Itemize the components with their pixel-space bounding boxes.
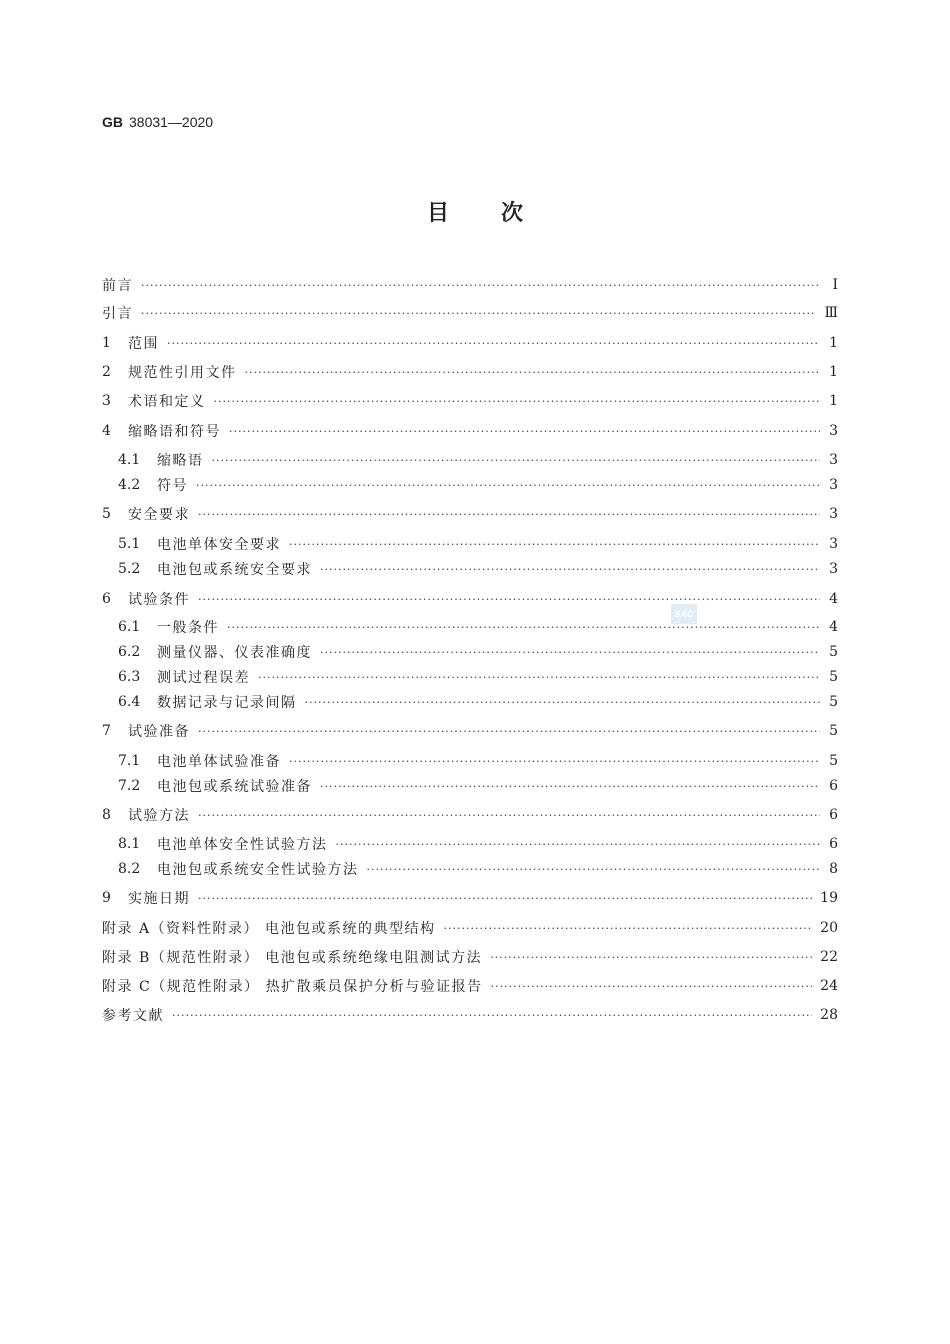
dot-leader xyxy=(336,838,821,851)
dot-leader xyxy=(167,337,820,350)
toc-entry-title: 前言 xyxy=(102,278,133,294)
toc-entry[interactable] xyxy=(102,589,838,609)
toc-entry-page: 1 xyxy=(829,364,838,380)
toc-entry-page: 6 xyxy=(829,778,838,794)
dot-leader xyxy=(289,538,820,551)
toc-entry-title: 测量仪器、仪表准确度 xyxy=(157,645,312,661)
toc-entry[interactable] xyxy=(102,805,838,825)
toc-entry[interactable] xyxy=(102,333,838,353)
toc-entry-number: 6.2 xyxy=(118,644,141,660)
toc-entry-page: 1 xyxy=(829,335,838,351)
toc-entry-page: 3 xyxy=(829,477,838,493)
toc-entry[interactable] xyxy=(102,888,838,908)
dot-leader xyxy=(141,279,820,292)
dot-leader xyxy=(141,307,816,320)
toc-entry-title: 试验条件 xyxy=(128,592,190,608)
standard-prefix: GB xyxy=(102,114,123,130)
toc-entry-title: 电池包或系统试验准备 xyxy=(157,779,312,795)
toc-entry[interactable] xyxy=(102,421,838,441)
dot-leader xyxy=(198,809,820,822)
toc-entry-page: 5 xyxy=(829,644,838,660)
toc-entry-number: 3 xyxy=(102,393,111,409)
toc-entry[interactable] xyxy=(118,475,838,495)
toc-entry-page: 3 xyxy=(829,561,838,577)
toc-entry-title: 数据记录与记录间隔 xyxy=(157,695,297,711)
toc-entry-page: 22 xyxy=(820,949,838,965)
toc-entry-number: 4.1 xyxy=(118,452,141,468)
toc-entry-page: 5 xyxy=(829,723,838,739)
toc-entry-title: 缩略语 xyxy=(157,453,204,469)
toc-entry-page: 20 xyxy=(820,920,838,936)
toc-entry-title: 电池单体安全性试验方法 xyxy=(157,837,328,853)
toc-entry[interactable] xyxy=(102,391,838,411)
toc-entry-title: 电池单体安全要求 xyxy=(157,537,281,553)
toc-entry-title: 附录 A（资料性附录） 电池包或系统的典型结构 xyxy=(102,921,436,937)
toc-entry[interactable] xyxy=(102,275,838,295)
toc-entry-page: 6 xyxy=(829,836,838,852)
toc-entry[interactable] xyxy=(102,303,838,323)
toc-entry-page: 24 xyxy=(820,978,838,994)
toc-entry-title: 规范性引用文件 xyxy=(128,365,237,381)
toc-entry[interactable] xyxy=(118,642,838,662)
dot-leader xyxy=(172,1009,812,1022)
toc-entry-number: 1 xyxy=(102,335,111,351)
toc-entry-title: 安全要求 xyxy=(128,507,190,523)
toc-entry-title: 范围 xyxy=(128,336,159,352)
dot-leader xyxy=(229,425,820,438)
dot-leader xyxy=(227,621,820,634)
toc-entry-page: 3 xyxy=(829,423,838,439)
toc-entry-number: 4.2 xyxy=(118,477,141,493)
toc-entry[interactable] xyxy=(102,976,838,996)
toc-entry-page: 4 xyxy=(829,591,838,607)
toc-entry[interactable] xyxy=(118,450,838,470)
toc-entry-page: 19 xyxy=(820,890,838,906)
toc-entry-number: 9 xyxy=(102,890,111,906)
dot-leader xyxy=(320,563,820,576)
dot-leader xyxy=(491,980,813,993)
dot-leader xyxy=(320,646,820,659)
toc-entry-number: 5 xyxy=(102,506,111,522)
toc-entry[interactable] xyxy=(102,1005,838,1025)
dot-leader xyxy=(289,755,820,768)
standard-code: 38031—2020 xyxy=(129,114,214,130)
toc-entry-title: 试验准备 xyxy=(128,724,190,740)
toc-entry-title: 一般条件 xyxy=(157,620,219,636)
toc-entry-number: 8.1 xyxy=(118,836,141,852)
dot-leader xyxy=(258,671,820,684)
dot-leader xyxy=(198,725,820,738)
toc-entry-title: 附录 C（规范性附录） 热扩散乘员保护分析与验证报告 xyxy=(102,979,483,995)
dot-leader xyxy=(196,479,820,492)
toc-entry[interactable] xyxy=(118,534,838,554)
toc-entry-page: 5 xyxy=(829,694,838,710)
toc-entry-page: Ⅰ xyxy=(832,277,838,293)
toc-entry-number: 2 xyxy=(102,364,111,380)
dot-leader xyxy=(198,593,820,606)
dot-leader xyxy=(305,696,821,709)
toc-entry-page: 3 xyxy=(829,506,838,522)
toc-entry-number: 7 xyxy=(102,723,111,739)
toc-entry[interactable] xyxy=(102,721,838,741)
toc-entry[interactable] xyxy=(102,504,838,524)
standard-number xyxy=(102,114,213,130)
dot-leader xyxy=(214,395,821,408)
toc-entry-number: 8.2 xyxy=(118,861,141,877)
toc-entry-title: 符号 xyxy=(157,478,188,494)
dot-leader xyxy=(212,454,821,467)
toc-entry-number: 7.1 xyxy=(118,753,141,769)
dot-leader xyxy=(198,892,812,905)
toc-entry[interactable] xyxy=(118,776,838,796)
toc-entry-number: 6 xyxy=(102,591,111,607)
toc-entry[interactable] xyxy=(118,834,838,854)
toc-entry-page: 6 xyxy=(829,807,838,823)
toc-entry-number: 5.2 xyxy=(118,561,141,577)
toc-entry-title: 参考文献 xyxy=(102,1008,164,1024)
toc-entry[interactable] xyxy=(118,751,838,771)
toc-entry[interactable] xyxy=(118,859,838,879)
toc-entry-title: 试验方法 xyxy=(128,808,190,824)
toc-entry-number: 6.1 xyxy=(118,619,141,635)
toc-entry-page: 5 xyxy=(829,669,838,685)
toc-entry[interactable] xyxy=(118,617,838,637)
toc-entry-page: 1 xyxy=(829,393,838,409)
toc-entry-title: 术语和定义 xyxy=(128,394,206,410)
toc-entry-number: 5.1 xyxy=(118,536,141,552)
toc-entry-title: 电池包或系统安全要求 xyxy=(157,562,312,578)
toc-entry[interactable] xyxy=(102,362,838,382)
toc-entry-title: 附录 B（规范性附录） 电池包或系统绝缘电阻测试方法 xyxy=(102,950,483,966)
toc-entry-number: 8 xyxy=(102,807,111,823)
toc-entry-page: 4 xyxy=(829,619,838,635)
dot-leader xyxy=(490,951,812,964)
dot-leader xyxy=(367,863,821,876)
toc-entry-number: 6.3 xyxy=(118,669,141,685)
sac-watermark: SAC xyxy=(671,604,697,624)
toc-entry-number: 4 xyxy=(102,423,111,439)
toc-entry[interactable] xyxy=(118,559,838,579)
toc-entry-title: 测试过程误差 xyxy=(157,670,250,686)
dot-leader xyxy=(198,508,820,521)
toc-entry[interactable] xyxy=(102,947,838,967)
toc-entry-page: 3 xyxy=(829,536,838,552)
toc-entry[interactable] xyxy=(118,692,838,712)
toc-entry-page: 8 xyxy=(829,861,838,877)
toc-entry-page: 3 xyxy=(829,452,838,468)
dot-leader xyxy=(444,922,813,935)
toc-entry-page: Ⅲ xyxy=(824,305,838,321)
toc-entry-page: 5 xyxy=(829,753,838,769)
toc-entry-page: 28 xyxy=(820,1007,838,1023)
toc-entry-number: 7.2 xyxy=(118,778,141,794)
toc-entry-number: 6.4 xyxy=(118,694,141,710)
toc-entry-title: 电池包或系统安全性试验方法 xyxy=(157,862,359,878)
dot-leader xyxy=(320,780,820,793)
toc-entry-title: 缩略语和符号 xyxy=(128,424,221,440)
toc-entry[interactable] xyxy=(118,667,838,687)
toc-entry-title: 电池单体试验准备 xyxy=(157,754,281,770)
page-title: 目次 xyxy=(426,200,575,226)
toc-entry-title: 引言 xyxy=(102,306,133,322)
toc-entry-title: 实施日期 xyxy=(128,891,190,907)
dot-leader xyxy=(245,366,821,379)
toc-entry[interactable] xyxy=(102,918,838,938)
